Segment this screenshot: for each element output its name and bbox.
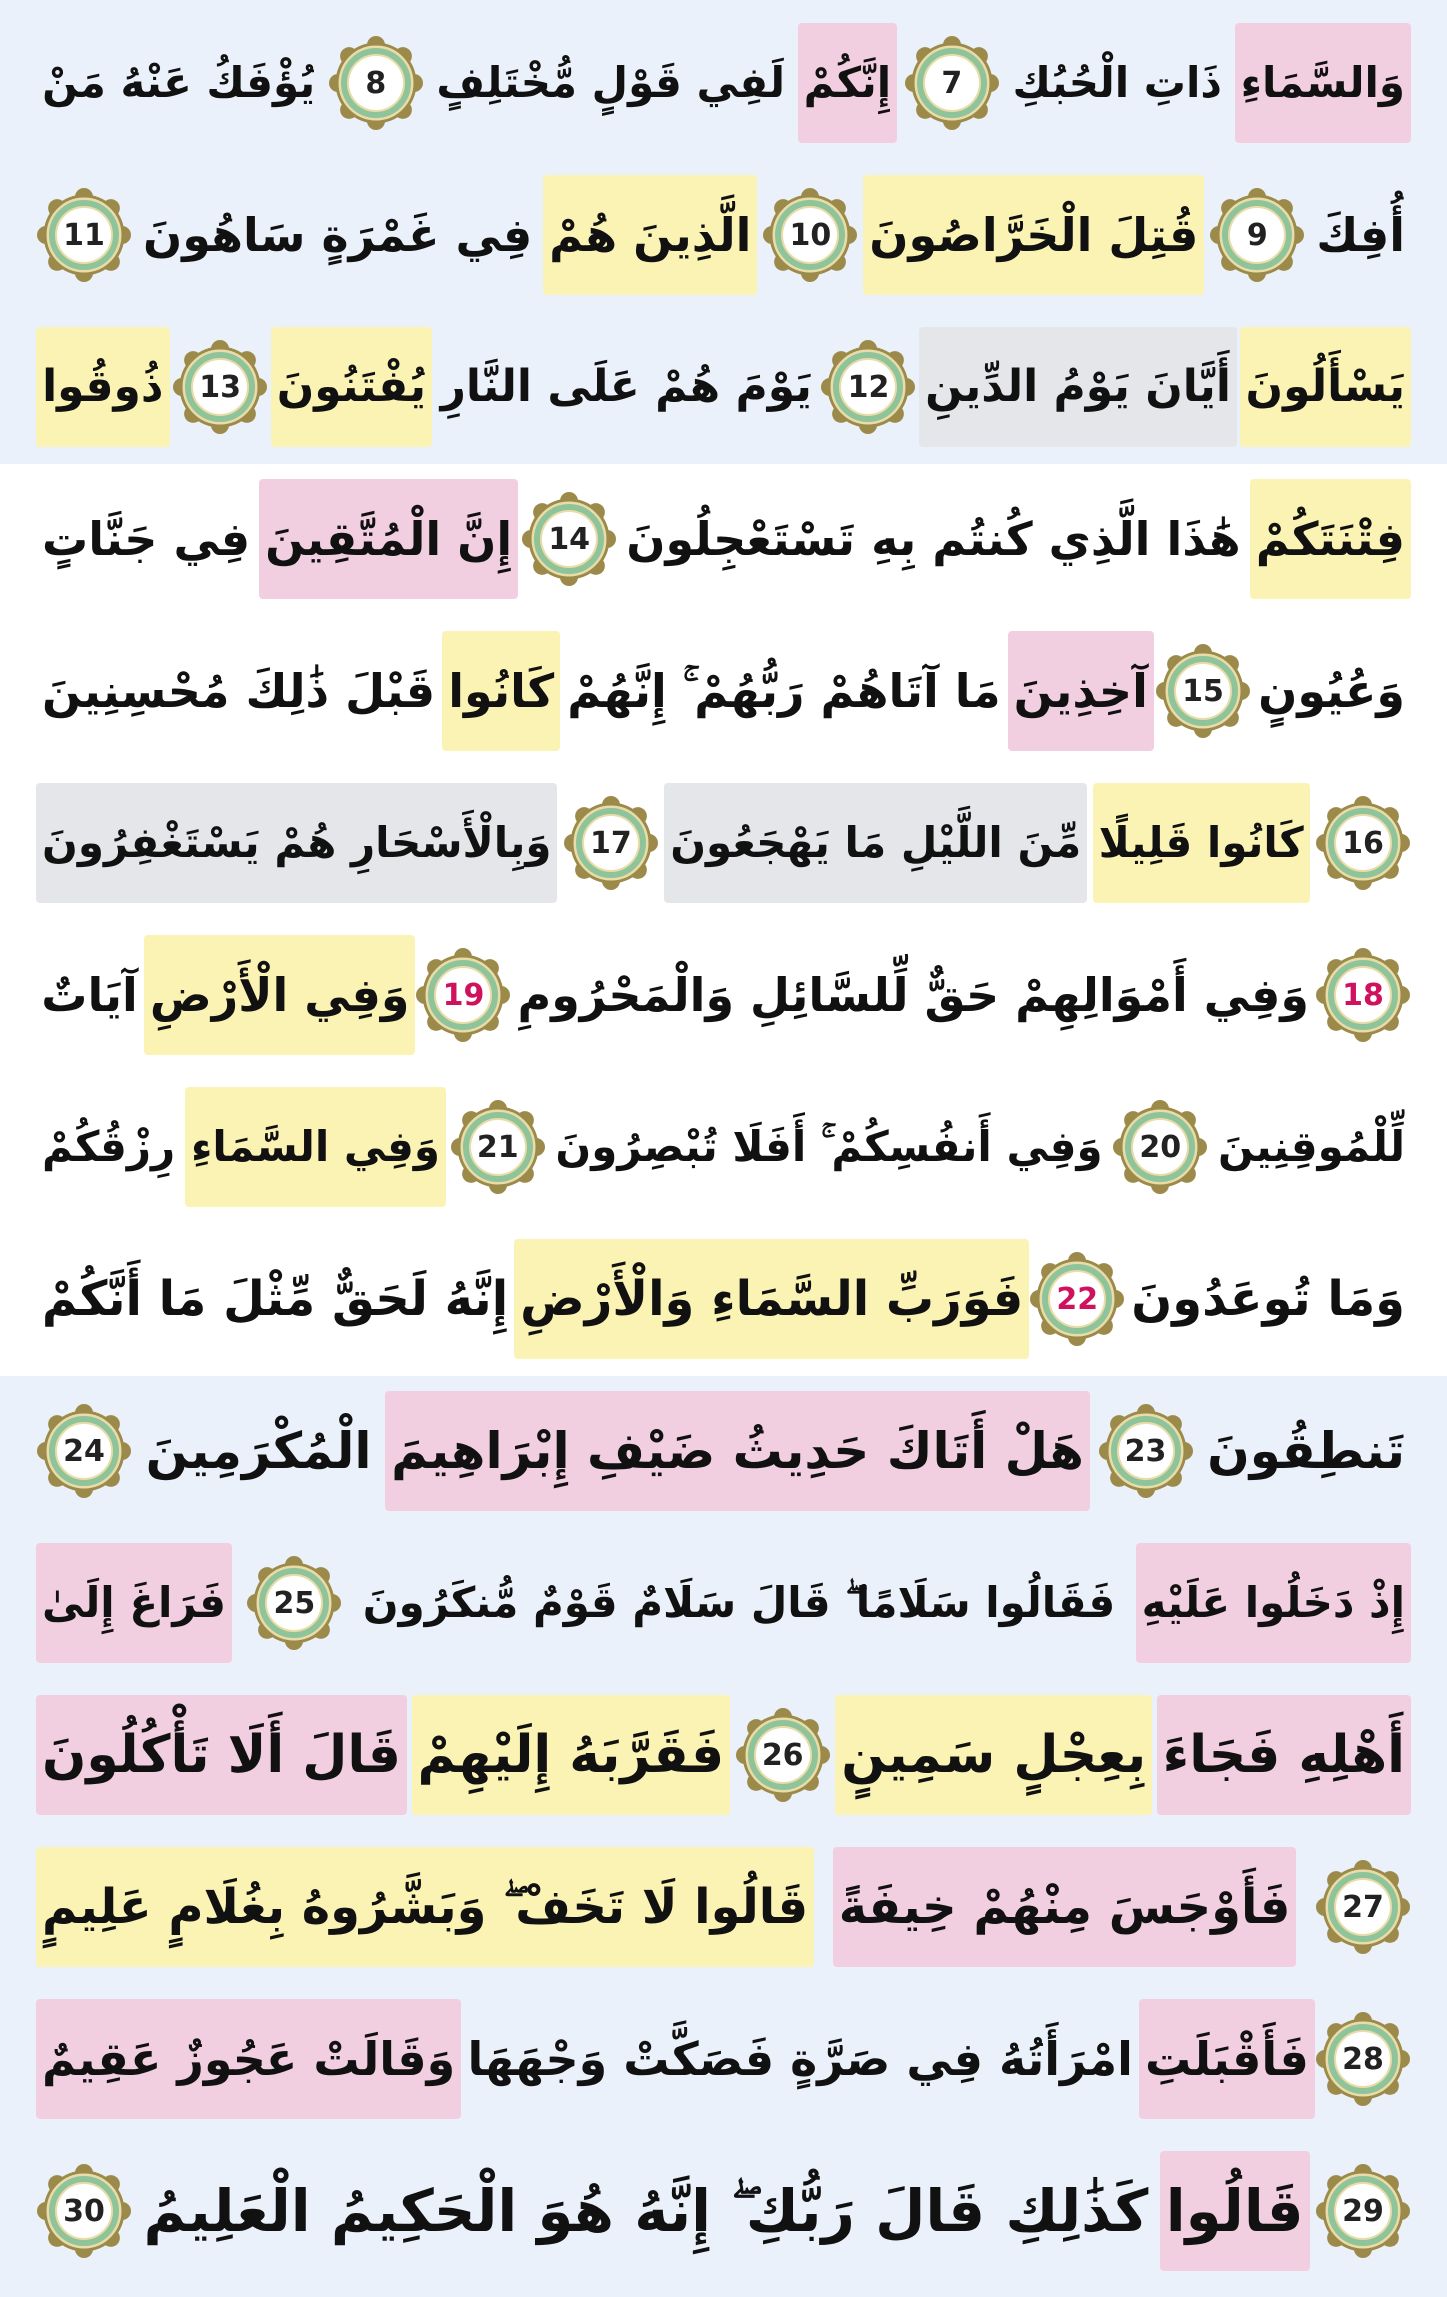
verse-line <box>30 1528 1417 1678</box>
highlighted-phrase: مِّنَ اللَّيْلِ مَا يَهْجَعُونَ <box>664 783 1087 903</box>
highlighted-phrase: فَأَوْجَسَ مِنْهُمْ خِيفَةً <box>833 1847 1297 1967</box>
ayah-number-marker <box>1155 643 1251 739</box>
highlighted-phrase: فَوَرَبِّ السَّمَاءِ وَالْأَرْضِ <box>514 1239 1029 1359</box>
ayah-number: 10 <box>789 217 832 253</box>
highlighted-phrase: فِتْنَتَكُمْ <box>1250 479 1411 599</box>
ayah-number-marker <box>762 187 858 283</box>
ayah-number: 13 <box>199 369 241 405</box>
verse-text: قَبْلَ ذَٰلِكَ مُحْسِنِينَ <box>42 664 436 718</box>
verse-line <box>30 1680 1417 1830</box>
ayah-number-marker <box>1315 947 1411 1043</box>
highlighted-phrase: إِذْ دَخَلُوا عَلَيْهِ <box>1136 1543 1411 1663</box>
highlighted-phrase: أَهْلِهِ فَجَاءَ <box>1157 1695 1411 1815</box>
ayah-number-marker <box>246 1555 342 1651</box>
verse-text: وَعُيُونٍ <box>1258 664 1405 718</box>
ayah-number: 9 <box>1246 217 1268 253</box>
ayah-number: 22 <box>1056 1281 1099 1317</box>
ayah-number-marker <box>521 491 617 587</box>
verse-line <box>30 1376 1417 1526</box>
ayah-number: 19 <box>442 977 485 1013</box>
ayah-number-marker <box>1209 187 1305 283</box>
verse-text: رِزْقُكُمْ <box>42 1122 176 1171</box>
highlighted-phrase: قَالَ أَلَا تَأْكُلُونَ <box>36 1695 407 1815</box>
verse-line <box>30 160 1417 310</box>
highlighted-phrase: قَالُوا <box>1160 2151 1310 2271</box>
verse-text: فِي غَمْرَةٍ سَاهُونَ <box>142 208 533 262</box>
verse-text: مَا آتَاهُمْ رَبُّهُمْ ۚ إِنَّهُمْ <box>567 664 1001 718</box>
verse-line <box>30 464 1417 614</box>
verse-text: فِي جَنَّاتٍ <box>42 512 251 566</box>
ayah-number: 24 <box>63 1433 105 1469</box>
ayah-number: 30 <box>63 2193 105 2229</box>
verse-text: يُؤْفَكُ عَنْهُ مَنْ <box>42 58 316 107</box>
verse-text: آيَاتٌ <box>41 968 138 1022</box>
verse-text: ذَاتِ الْحُبُكِ <box>1012 58 1222 107</box>
ayah-number: 25 <box>273 1585 316 1621</box>
ayah-number: 26 <box>761 1737 804 1773</box>
ayah-number: 28 <box>1342 2041 1384 2077</box>
ayah-number-marker <box>172 339 268 435</box>
ayah-number-marker <box>36 2163 132 2259</box>
ayah-number-marker <box>904 35 1000 131</box>
ayah-number-marker <box>1315 2163 1411 2259</box>
highlighted-phrase: آخِذِينَ <box>1008 631 1154 751</box>
verse-text: لِّلْمُوقِنِينَ <box>1218 1122 1405 1171</box>
ayah-number-marker <box>1315 2011 1411 2107</box>
ayah-number-marker <box>36 187 132 283</box>
highlighted-phrase: وَقَالَتْ عَجُوزٌ عَقِيمٌ <box>36 1999 461 2119</box>
highlighted-phrase: بِعِجْلٍ سَمِينٍ <box>835 1695 1152 1815</box>
verse-text: تَنطِقُونَ <box>1207 1422 1405 1480</box>
ayah-number-marker <box>1029 1251 1125 1347</box>
verse-text: كَذَٰلِكِ قَالَ رَبُّكِ ۖ إِنَّهُ هُوَ الْحَكِيمُ الْعَلِيمُ <box>143 2177 1149 2245</box>
verse-text: لَفِي قَوْلٍ مُّخْتَلِفٍ <box>436 58 786 107</box>
verse-line <box>30 1832 1417 1982</box>
ayah-number: 14 <box>548 521 591 557</box>
ayah-number: 29 <box>1342 2193 1384 2229</box>
highlighted-phrase: الَّذِينَ هُمْ <box>543 175 757 295</box>
ayah-number-marker <box>36 1403 132 1499</box>
verse-text: وَفِي أَنفُسِكُمْ ۚ أَفَلَا تُبْصِرُونَ <box>555 1122 1103 1171</box>
highlighted-phrase: إِنَّ الْمُتَّقِينَ <box>259 479 518 599</box>
ayah-number: 12 <box>847 369 890 405</box>
ayah-number: 21 <box>476 1129 519 1165</box>
verse-line <box>30 768 1417 918</box>
highlighted-phrase: فَقَرَّبَهُ إِلَيْهِمْ <box>412 1695 731 1815</box>
highlighted-phrase: فَأَقْبَلَتِ <box>1139 1999 1315 2119</box>
verse-text: وَفِي أَمْوَالِهِمْ حَقٌّ لِّلسَّائِلِ وَالْمَحْرُومِ <box>517 968 1309 1022</box>
highlighted-phrase: أَيَّانَ يَوْمُ الدِّينِ <box>919 327 1237 447</box>
verse-text: أُفِكَ <box>1316 208 1405 262</box>
verse-text: إِنَّهُ لَحَقٌّ مِّثْلَ مَا أَنَّكُمْ <box>41 1271 509 1327</box>
verse-line <box>30 8 1417 158</box>
ayah-number: 17 <box>589 825 632 861</box>
highlighted-phrase: وَفِي السَّمَاءِ <box>185 1087 446 1207</box>
highlighted-phrase: وَالسَّمَاءِ <box>1235 23 1411 143</box>
ayah-number-marker <box>1315 795 1411 891</box>
ayah-number: 15 <box>1182 673 1224 709</box>
verse-line <box>30 1224 1417 1374</box>
ayah-number: 7 <box>941 65 963 101</box>
highlighted-phrase: وَبِالْأَسْحَارِ هُمْ يَسْتَغْفِرُونَ <box>36 783 557 903</box>
verse-text: يَوْمَ هُمْ عَلَى النَّارِ <box>440 361 812 412</box>
ayah-number: 8 <box>365 65 387 101</box>
verse-text: وَمَا تُوعَدُونَ <box>1131 1271 1405 1327</box>
verse-line <box>30 920 1417 1070</box>
highlighted-phrase: كَانُوا <box>442 631 560 751</box>
ayah-number-marker <box>1112 1099 1208 1195</box>
ayah-number-marker <box>820 339 916 435</box>
verse-line <box>30 1984 1417 2134</box>
highlighted-phrase: يُفْتَنُونَ <box>271 327 432 447</box>
highlighted-phrase: يَسْأَلُونَ <box>1240 327 1411 447</box>
verse-text: الْمُكْرَمِينَ <box>145 1422 372 1480</box>
ayah-number: 11 <box>63 217 105 253</box>
verse-text: امْرَأَتُهُ فِي صَرَّةٍ فَصَكَّتْ وَجْهَهَا <box>467 2032 1133 2086</box>
highlighted-phrase: قَالُوا لَا تَخَفْ ۖ وَبَشَّرُوهُ بِغُلَامٍ عَلِيمٍ <box>36 1847 814 1967</box>
ayah-number: 20 <box>1139 1129 1182 1165</box>
verse-line <box>30 2136 1417 2286</box>
ayah-number-marker <box>735 1707 831 1803</box>
highlighted-phrase: قُتِلَ الْخَرَّاصُونَ <box>863 175 1204 295</box>
ayah-number-marker <box>1315 1859 1411 1955</box>
verse-line <box>30 312 1417 462</box>
verse-text: فَقَالُوا سَلَامًا ۖ قَالَ سَلَامٌ قَوْمٌ مُّنكَرُونَ <box>362 1578 1116 1627</box>
highlighted-phrase: كَانُوا قَلِيلًا <box>1093 783 1310 903</box>
ayah-number-marker <box>563 795 659 891</box>
verse-line <box>30 616 1417 766</box>
highlighted-phrase: فَرَاغَ إِلَىٰ <box>36 1543 232 1663</box>
highlighted-phrase: هَلْ أَتَاكَ حَدِيثُ ضَيْفِ إِبْرَاهِيمَ <box>385 1391 1090 1511</box>
verse-text: هَٰذَا الَّذِي كُنتُم بِهِ تَسْتَعْجِلُونَ <box>626 512 1241 566</box>
ayah-number-marker <box>450 1099 546 1195</box>
highlighted-phrase: إِنَّكُمْ <box>798 23 898 143</box>
ayah-number: 23 <box>1124 1433 1167 1469</box>
ayah-number: 18 <box>1342 977 1384 1013</box>
ayah-number-marker <box>328 35 424 131</box>
verse-line <box>30 1072 1417 1222</box>
highlighted-phrase: وَفِي الْأَرْضِ <box>144 935 416 1055</box>
ayah-number: 16 <box>1342 825 1384 861</box>
highlighted-phrase: ذُوقُوا <box>36 327 169 447</box>
ayah-number: 27 <box>1342 1889 1384 1925</box>
ayah-number-marker <box>415 947 511 1043</box>
ayah-number-marker <box>1098 1403 1194 1499</box>
